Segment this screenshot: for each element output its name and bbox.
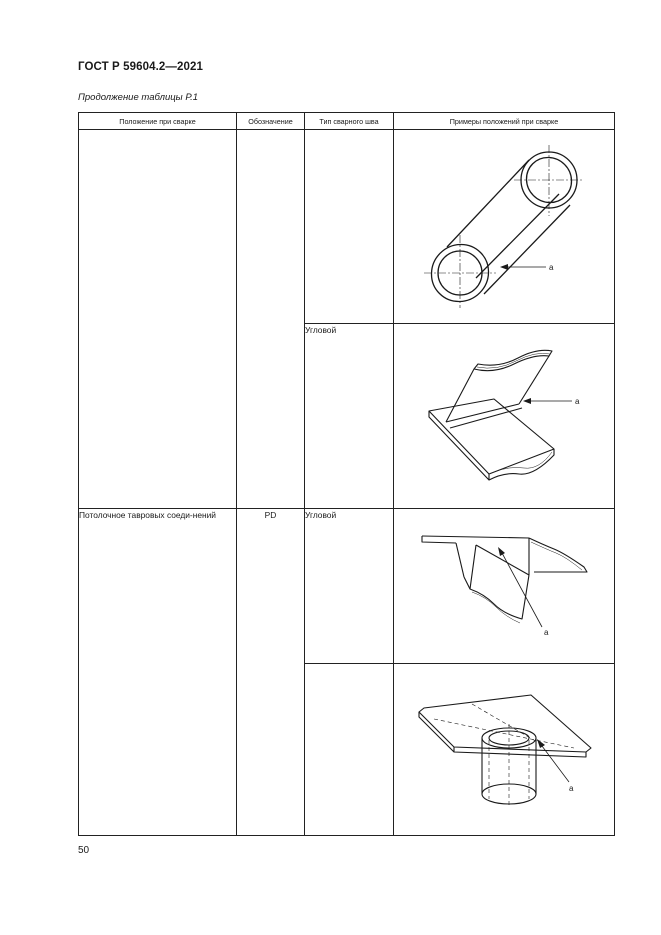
weld-type-cell	[305, 130, 394, 324]
example-label: a	[575, 397, 580, 406]
example-figure-cell	[394, 130, 615, 324]
page-number: 50	[78, 845, 90, 856]
weld-type-cell: Угловой	[305, 509, 394, 664]
table-row	[79, 509, 615, 664]
overhead-tee-weld-figure-icon	[394, 509, 615, 664]
position-cell: Потолочное тавровых соеди-нений	[79, 509, 237, 836]
example-label: a	[549, 263, 554, 272]
table-caption: Продолжение таблицы Р.1	[78, 92, 199, 103]
pipe-weld-figure-icon	[394, 130, 615, 324]
column-header-weld-type: Тип сварного шва	[305, 113, 394, 130]
example-figure-cell	[394, 324, 615, 509]
table-row	[79, 130, 615, 324]
example-label: a	[569, 784, 574, 793]
designation-cell	[237, 130, 305, 509]
weld-type-cell: Угловой	[305, 324, 394, 509]
position-cell	[79, 130, 237, 509]
overhead-pipe-plate-weld-figure-icon	[394, 664, 615, 836]
column-header-designation: Обозначение	[237, 113, 305, 130]
column-header-examples: Примеры положений при сварке	[394, 113, 615, 130]
example-figure-cell	[394, 509, 615, 664]
table-header-row	[79, 113, 615, 130]
example-label: a	[544, 628, 549, 637]
fillet-plate-weld-figure-icon	[394, 324, 615, 509]
example-figure-cell	[394, 664, 615, 836]
designation-cell: PD	[237, 509, 305, 836]
column-header-position: Положение при сварке	[79, 113, 237, 130]
weld-type-cell	[305, 664, 394, 836]
welding-positions-table	[78, 112, 615, 836]
standard-code: ГОСТ Р 59604.2—2021	[78, 61, 203, 73]
